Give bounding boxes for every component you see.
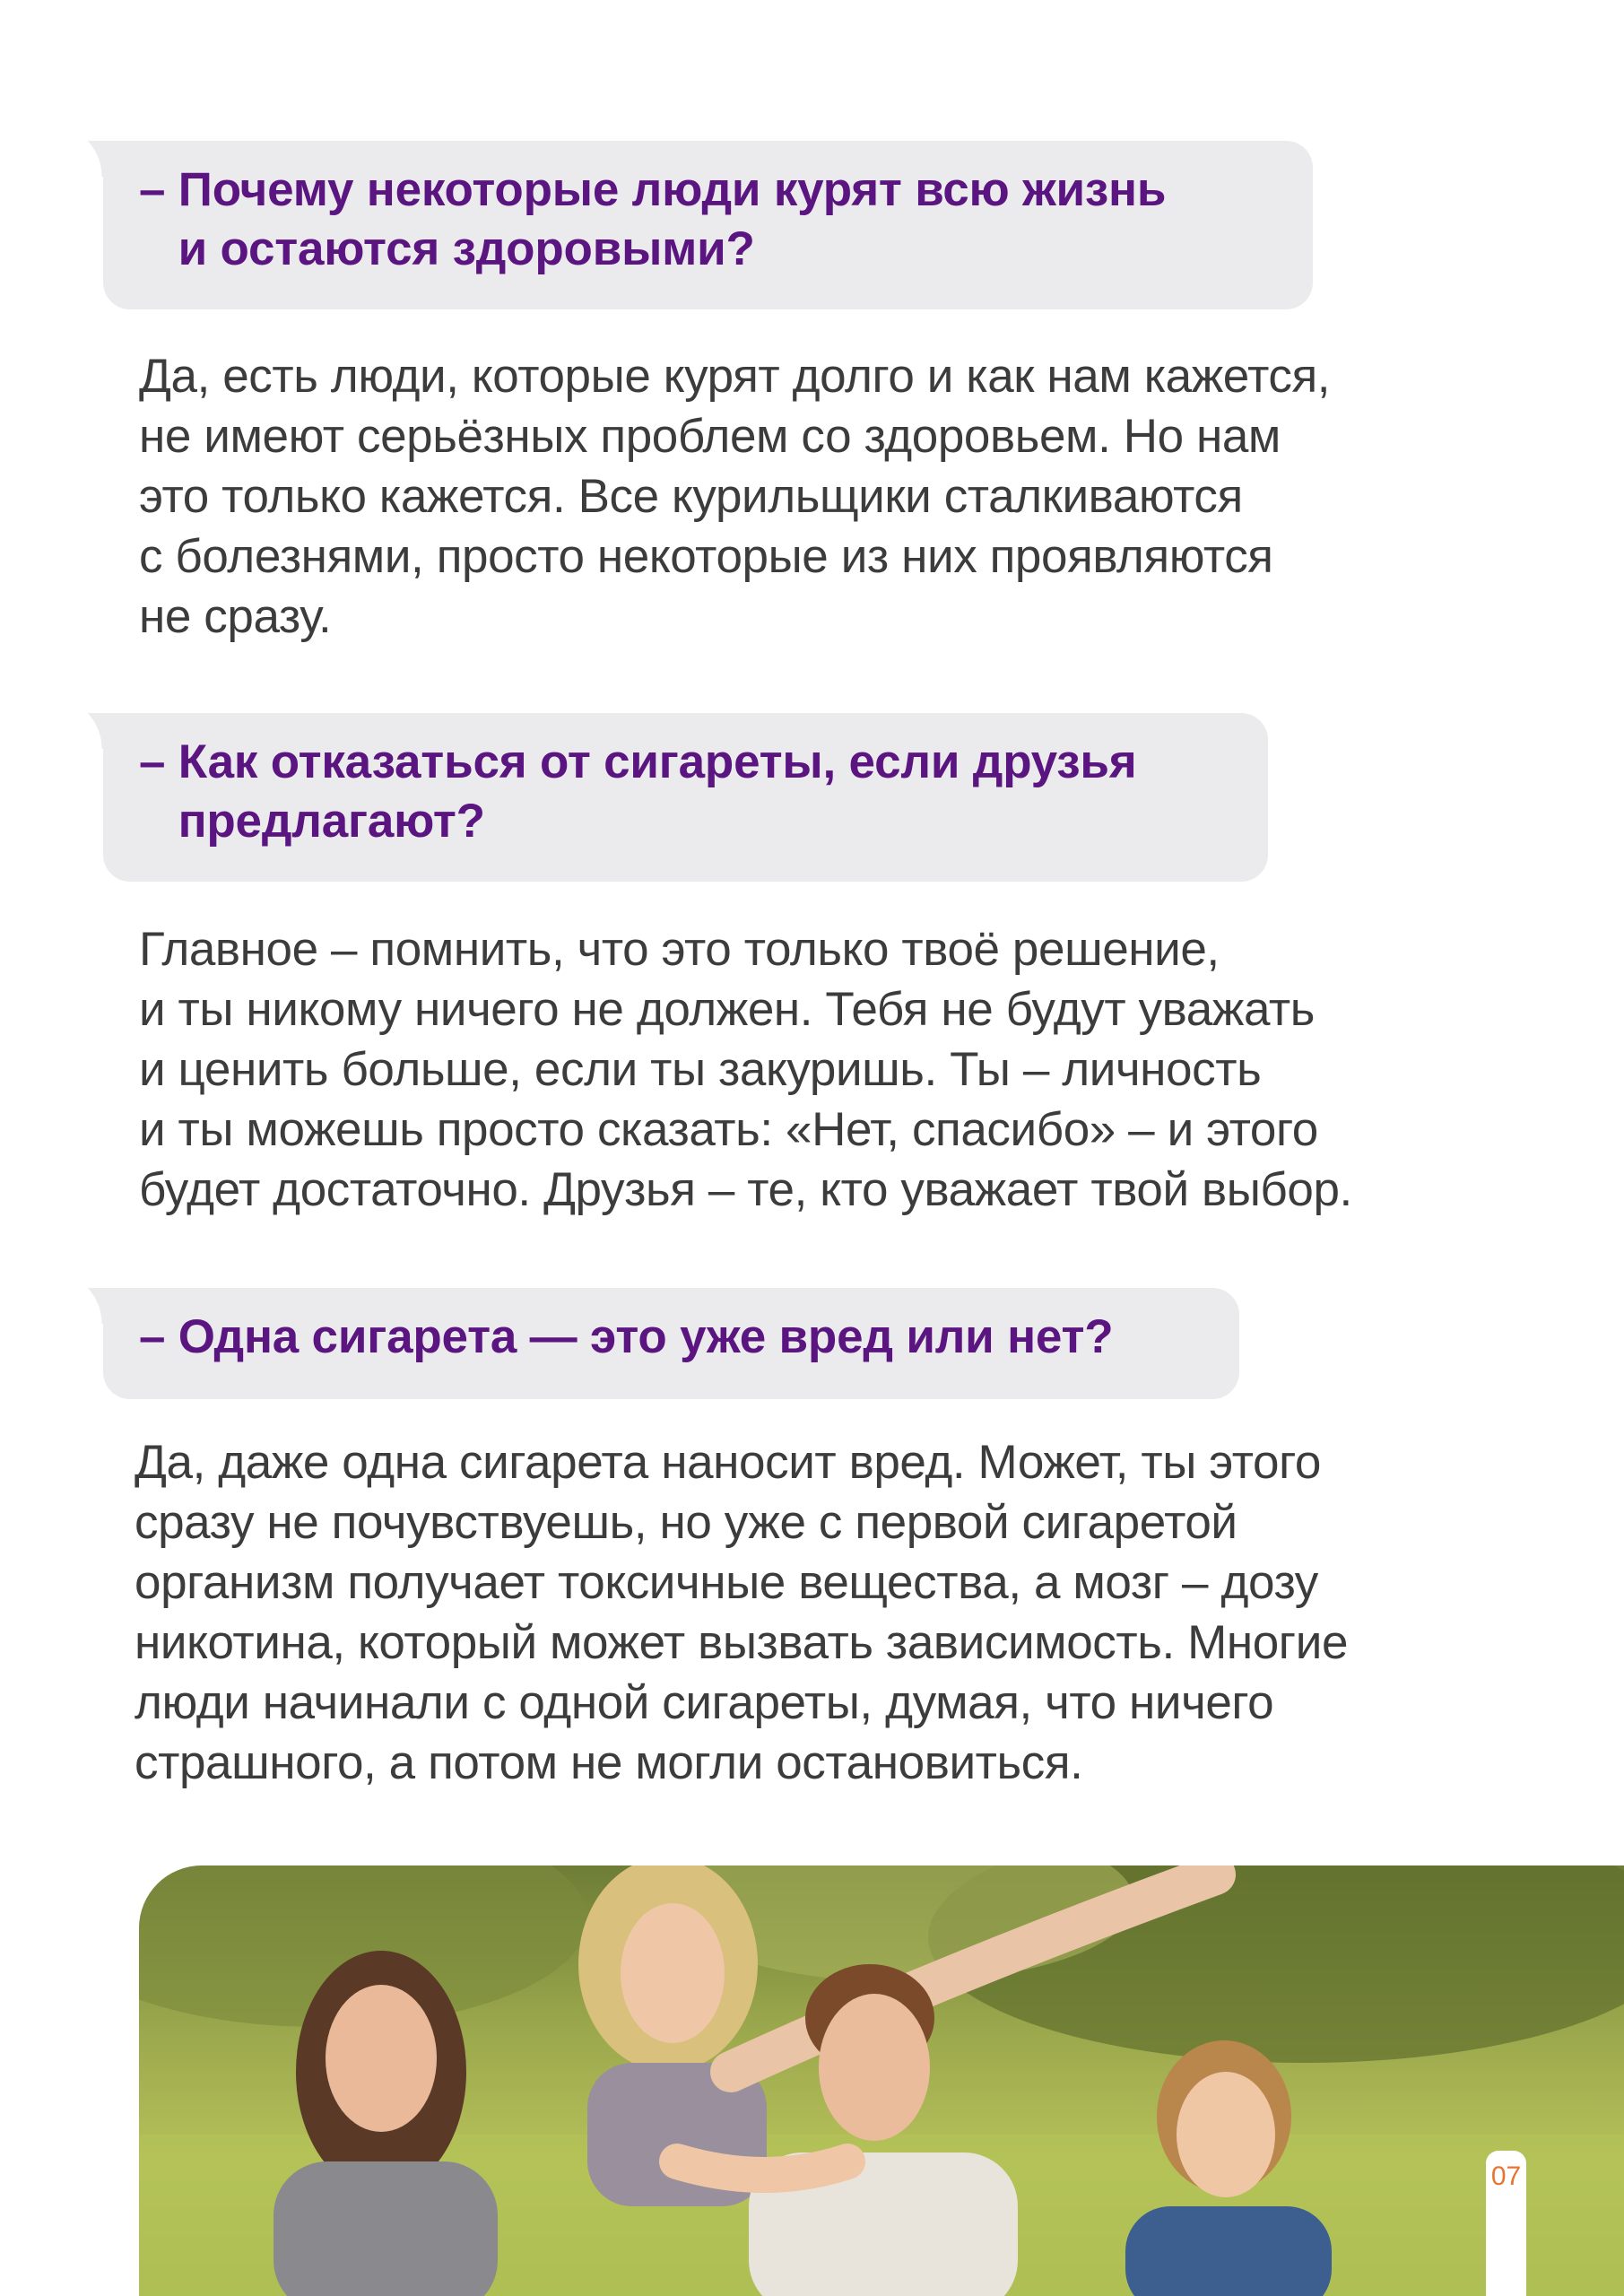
question-text-2: – Как отказаться от сигареты, если друзья предлагают?: [139, 735, 1137, 848]
page-number: 07: [1490, 2161, 1522, 2191]
teenagers-photo: [139, 1866, 1624, 2296]
answer-text-1: Да, есть люди, которые курят долго и как нам кажется, не имеют серьёзных проблем со здоровьем. Но нам это только кажется. Все курильщики сталкиваются с болезнями, просто некоторые из них проявляются не сразу.: [139, 350, 1331, 643]
question-bubble-1: [103, 141, 1313, 309]
question-text-1: – Почему некоторые люди курят всю жизнь и остаются здоровыми?: [139, 163, 1167, 275]
question-bubble-2: [103, 713, 1268, 882]
teenagers-illustration: [139, 1866, 1624, 2296]
answer-text-3: Да, даже одна сигарета наносит вред. Может, ты этого сразу не почувствуешь, но уже с первой сигаретой организм получает токсичные вещества, а мозг – дозу никотина, который может вызвать зависимость. Многие люди начинали с одной сигареты, думая, что ничего страшного, а потом не могли остановиться.: [135, 1436, 1349, 1789]
page-number-tab: [1486, 2151, 1526, 2296]
question-bubble-3: [103, 1288, 1239, 1399]
question-text-3: – Одна сигарета — это уже вред или нет?: [139, 1310, 1114, 1363]
answer-text-2: Главное – помнить, что это только твоё решение, и ты никому ничего не должен. Тебя не будут уважать и ценить больше, если ты закуришь. Ты – личность и ты можешь просто сказать: «Нет, спасибо» – и этого будет достаточно. Друзья – те, кто уважает твой выбор.: [139, 923, 1352, 1216]
